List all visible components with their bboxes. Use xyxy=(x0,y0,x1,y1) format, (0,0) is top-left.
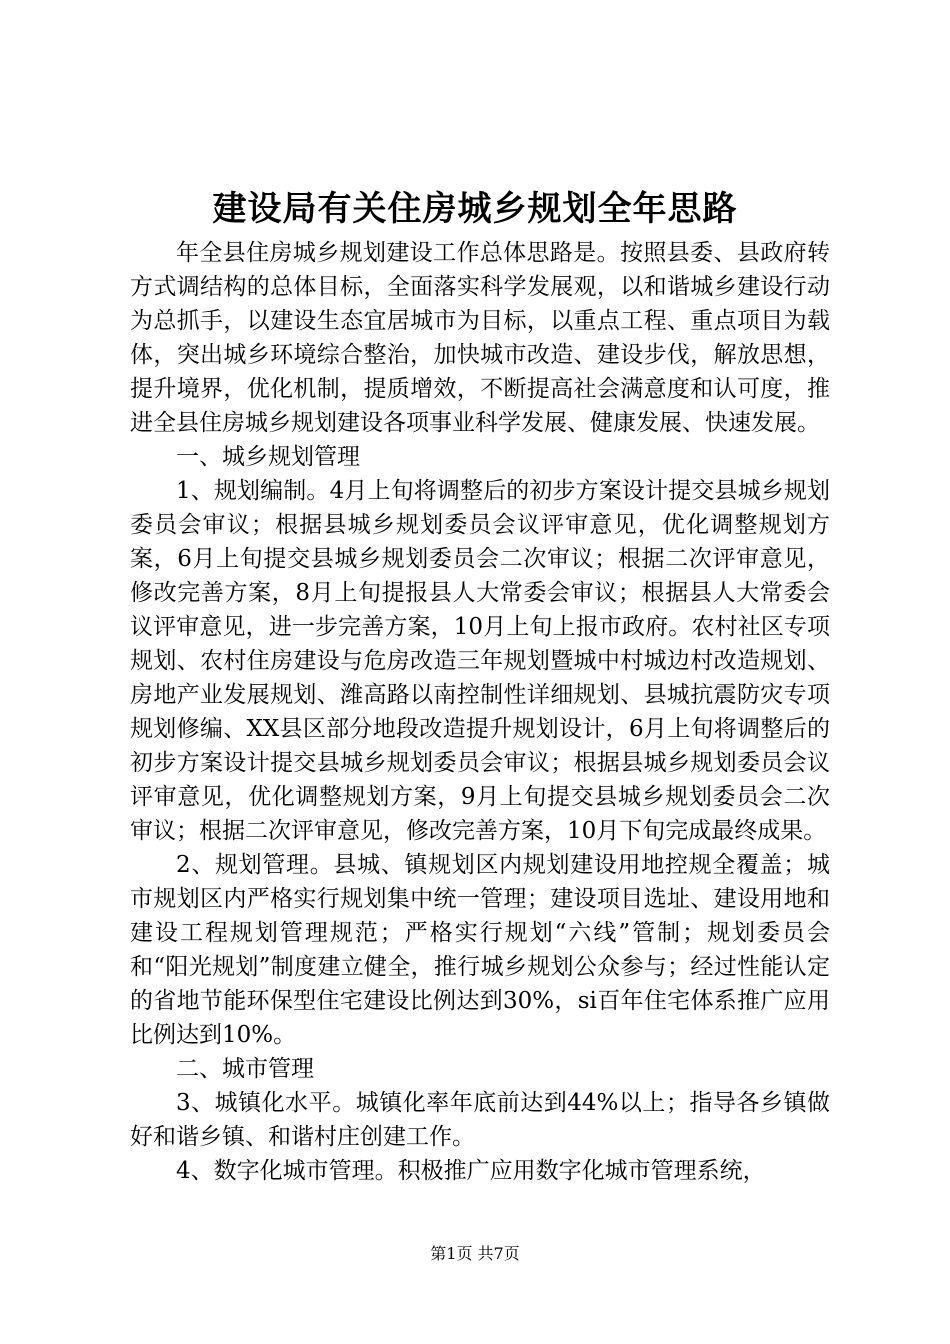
paragraph-urbanization-level: 3、城镇化水平。城镇化率年底前达到44%以上；指导各乡镇做好和谐乡镇、和谐村庄创建工作。 xyxy=(130,1090,830,1150)
document-body xyxy=(130,236,830,1188)
paragraph-planning-compilation: 1、规划编制。4月上旬将调整后的初步方案设计提交县城乡规划委员会审议；根据县城乡规划委员会议评审意见，优化调整规划方案，6月上旬提交县城乡规划委员会二次审议；根据二次评审意见，修改完善方案，8月上旬提报县人大常委会审议；根据县人大常委会议评审意见，进一步完善方案，10月上旬上报市政府。农村社区专项规划、农村住房建设与危房改造三年规划暨城中村城边村改造规划、房地产业发展规划、潍高路以南控制性详细规划、县城抗震防灾专项规划修编、XX县区部分地段改造提升规划设计，6月上旬将调整后的初步方案设计提交县城乡规划委员会审议；根据县城乡规划委员会议评审意见，优化调整规划方案，9月上旬提交县城乡规划委员会二次审议；根据二次评审意见，修改完善方案，10月下旬完成最终成果。 xyxy=(130,478,830,844)
section-heading-urban-rural-planning: 一、城乡规划管理 xyxy=(176,444,360,470)
paragraph-overview: 年全县住房城乡规划建设工作总体思路是。按照县委、县政府转方式调结构的总体目标，全面落实科学发展观，以和谐城乡建设行动为总抓手，以建设生态宜居城市为目标，以重点工程、重点项目为载体，突出城乡环境综合整治，加快城市改造、建设步伐，解放思想，提升境界，优化机制，提质增效，不断提高社会满意度和认可度，推进全县住房城乡规划建设各项事业科学发展、健康发展、快速发展。 xyxy=(130,240,830,436)
paragraph-planning-management: 2、规划管理。县城、镇规划区内规划建设用地控规全覆盖；城市规划区内严格实行规划集中统一管理；建设项目选址、建设用地和建设工程规划管理规范；严格实行规划“六线”管制；规划委员会和“阳光规划”制度建立健全，推行城乡规划公众参与；经过性能认定的省地节能环保型住宅建设比例达到30%，si百年住宅体系推广应用比例达到10%。 xyxy=(130,852,830,1048)
section-heading-city-management: 二、城市管理 xyxy=(176,1056,314,1082)
paragraph-digital-city-management: 4、数字化城市管理。积极推广应用数字化城市管理系统， xyxy=(176,1158,766,1184)
document-title: 建设局有关住房城乡规划全年思路 xyxy=(212,189,738,229)
page-footer: 第1页 共7页 xyxy=(430,1244,520,1263)
